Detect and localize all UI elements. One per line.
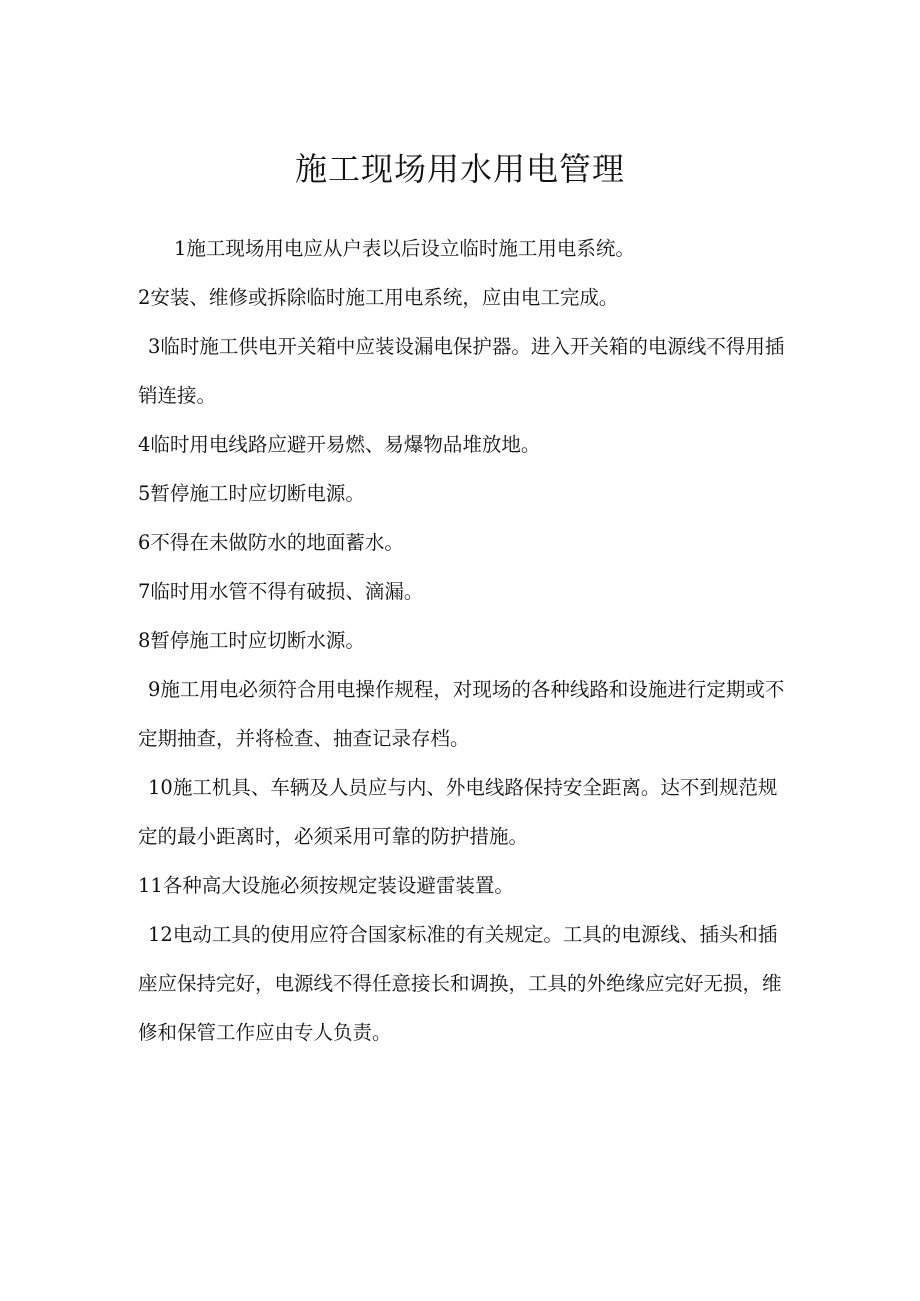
paragraph-7: 7临时用水管不得有破损、滴漏。 bbox=[138, 580, 424, 603]
document-title: 施工现场用水用电管理 bbox=[294, 150, 625, 188]
paragraph-1: 1施工现场用电应从户表以后设立临时施工用电系统。 bbox=[174, 237, 635, 260]
paragraph-5: 5暂停施工时应切断电源。 bbox=[138, 482, 365, 505]
paragraph-11: 11各种高大设施必须按规定装设避雷装置。 bbox=[138, 874, 514, 897]
paragraph-6: 6不得在未做防水的地面蓄水。 bbox=[138, 531, 404, 554]
document-body bbox=[138, 224, 786, 1057]
paragraph-2: 2安装、维修或拆除临时施工用电系统，应由电工完成。 bbox=[138, 286, 619, 309]
paragraph-12: 12电动工具的使用应符合国家标准的有关规定。工具的电源线、插头和插座应保持完好，电源线不得任意接长和调换，工具的外绝缘应完好无损，维修和保管工作应由专人负责。 bbox=[138, 923, 782, 1044]
paragraph-4: 4临时用电线路应避开易燃、易爆物品堆放地。 bbox=[138, 433, 541, 456]
paragraph-8: 8暂停施工时应切断水源。 bbox=[138, 629, 365, 652]
paragraph-10: 10施工机具、车辆及人员应与内、外电线路保持安全距离。达不到规范规定的最小距离时，必须采用可靠的防护措施。 bbox=[138, 776, 778, 848]
paragraph-9: 9施工用电必须符合用电操作规程，对现场的各种线路和设施进行定期或不定期抽查，并将检查、抽查记录存档。 bbox=[138, 678, 785, 750]
paragraph-3: 3临时施工供电开关箱中应装设漏电保护器。进入开关箱的电源线不得用插销连接。 bbox=[138, 335, 785, 407]
